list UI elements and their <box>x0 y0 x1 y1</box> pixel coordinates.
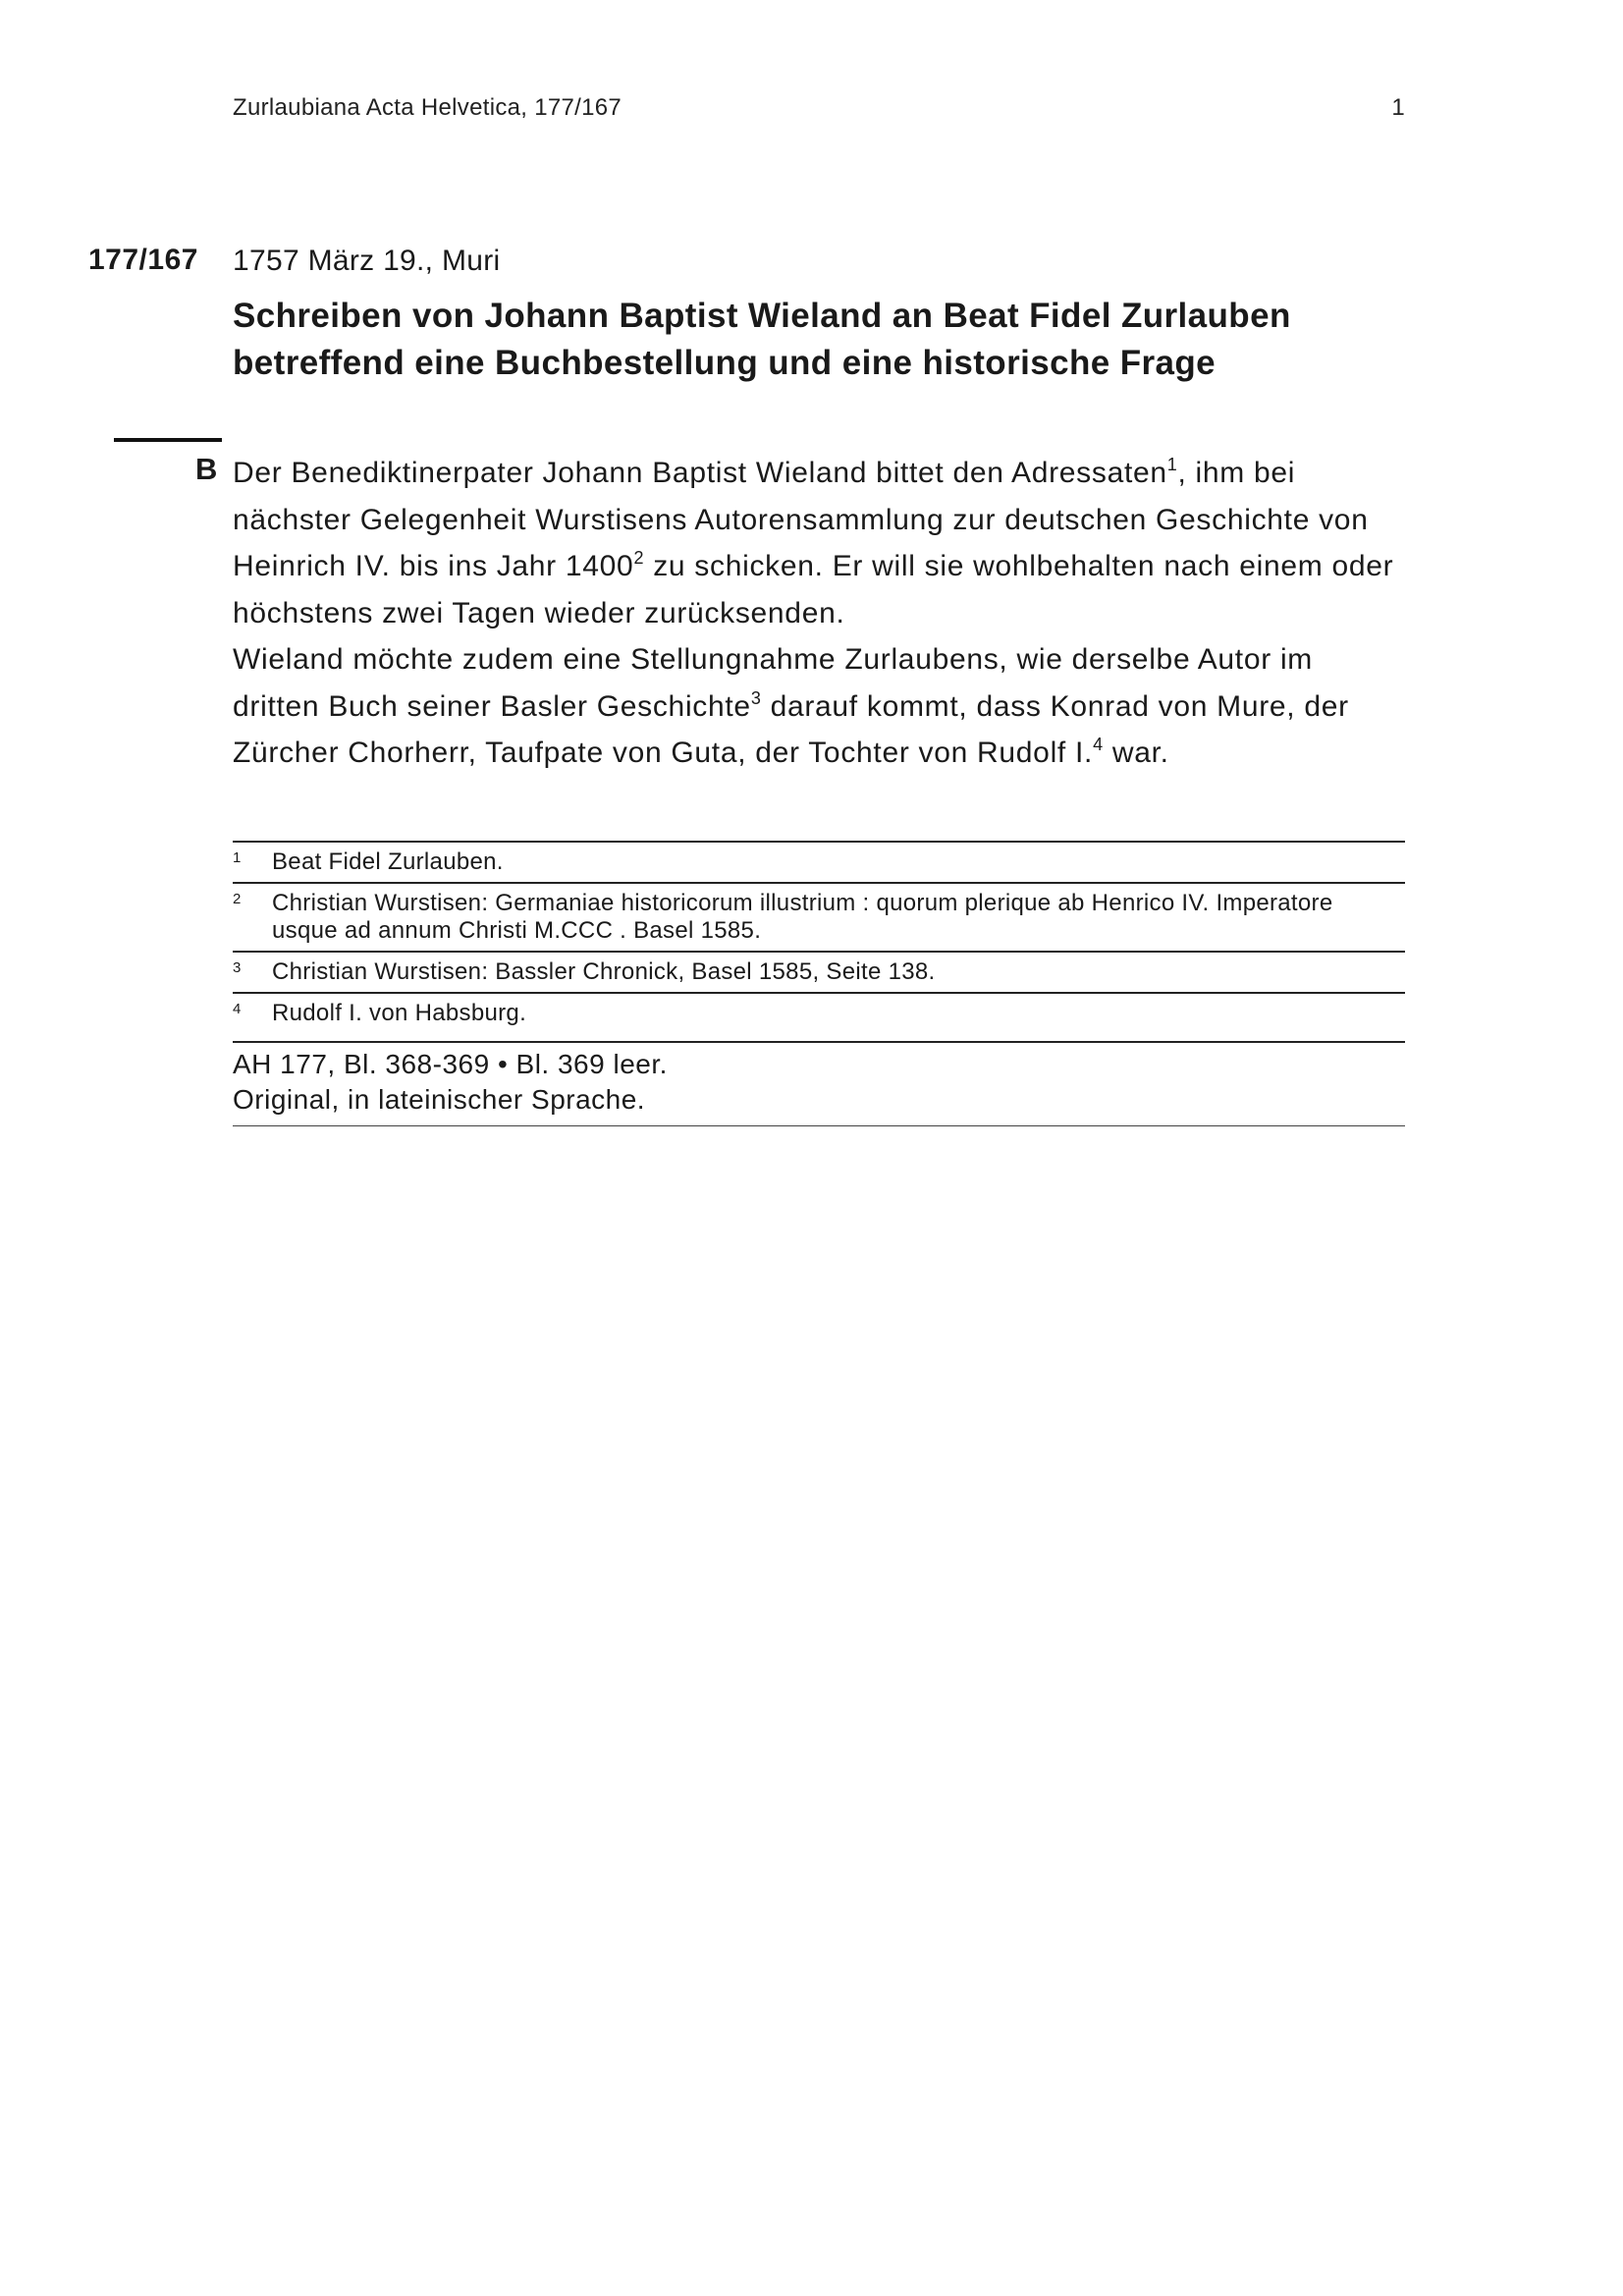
regest-text <box>233 450 1405 777</box>
regest-paragraph-1: Der Benediktinerpater Johann Baptist Wieland bittet den Adressaten$^1$, ihm bei nächster Gelegenheit Wurstisens Autorensammlung zur deutschen Geschichte von Heinrich IV. bis ins Jahr 1400$^2$ zu schicken. Er will sie wohlbehalten nach einem oder höchstens zwei Tagen wieder zurücksenden. <box>233 455 1394 629</box>
footnote-text: Christian Wurstisen: Bassler Chronick, Basel 1585, Seite 138. <box>272 958 936 985</box>
source-info <box>233 1041 1405 1126</box>
footnote-item <box>233 882 1405 951</box>
footnote-item <box>233 951 1405 992</box>
footnote-item <box>233 992 1405 1033</box>
document-number: 177/167 <box>88 244 198 276</box>
footnote-ref-3[interactable]: 3 <box>750 687 762 708</box>
collection-title: Zurlaubiana Acta Helvetica, 177/167 <box>233 94 622 121</box>
footnote-number: 4 <box>233 1001 242 1017</box>
regest-paragraph-2: Wieland möchte zudem eine Stellungnahme Zurlaubens, wie derselbe Autor im dritten Buch seiner Basler Geschichte$^3$ darauf kommt, dass Konrad von Mure, der Zürcher Chorherr, Taufpate von Guta, der Tochter von Rudolf I.$^4$ war. <box>233 643 1349 769</box>
footnote-ref-2[interactable]: 2 <box>633 548 645 568</box>
source-signature: AH 177, Bl. 368-369 • Bl. 369 leer. <box>233 1049 668 1079</box>
margin-rule <box>114 438 222 442</box>
footnote-ref-1[interactable]: 1 <box>1166 455 1178 474</box>
regest-marker: B <box>195 452 218 486</box>
footnote-number: 2 <box>233 891 242 907</box>
source-note: Original, in lateinischer Sprache. <box>233 1084 646 1115</box>
footnote-number: 3 <box>233 959 242 976</box>
running-header <box>233 94 1405 122</box>
footnote-number: 1 <box>233 849 242 866</box>
footnote-ref-4[interactable]: 4 <box>1093 735 1104 754</box>
document-title: Schreiben von Johann Baptist Wieland an Beat Fidel Zurlauben betreffend eine Buchbestellung und eine historische Frage <box>233 297 1291 382</box>
footnote-text: Christian Wurstisen: Germaniae historicorum illustrium : quorum plerique ab Henrico IV. Imperatore usque ad annum Christi M.CCC . Basel 1585. <box>272 890 1333 944</box>
page-number: 1 <box>1391 94 1405 121</box>
document-date-place: 1757 März 19., Muri <box>233 245 501 277</box>
footnotes <box>233 841 1405 1033</box>
footnote-text: Beat Fidel Zurlauben. <box>272 848 504 875</box>
footnote-item <box>233 841 1405 882</box>
footnote-text: Rudolf I. von Habsburg. <box>272 1000 527 1026</box>
